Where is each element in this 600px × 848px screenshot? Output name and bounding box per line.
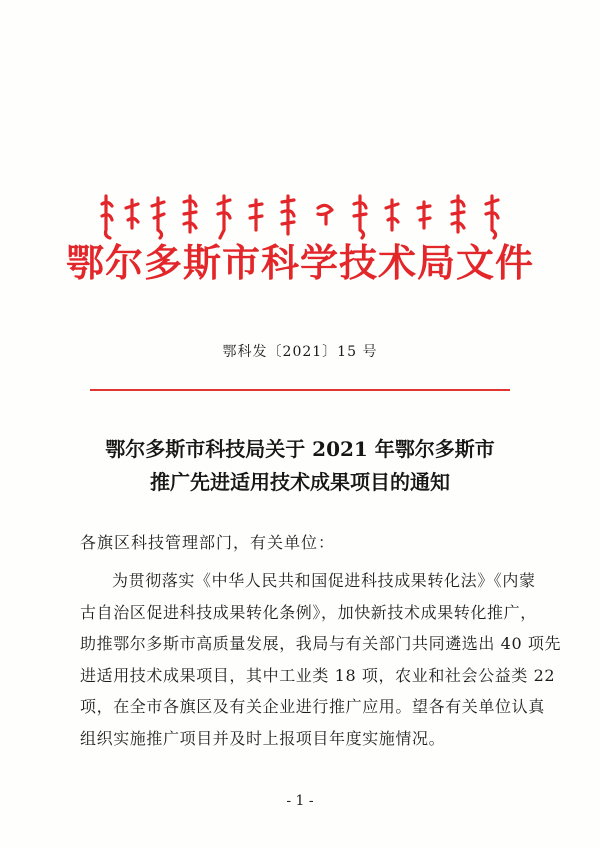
document-number: 鄂科发〔2021〕15 号 (222, 344, 378, 360)
notice-title-line-1: 鄂尔多斯市科技局关于 2021 年鄂尔多斯市 (105, 437, 495, 461)
notice-title-line-2: 推广先进适用技术成果项目的通知 (150, 470, 450, 494)
body-line: 组织实施推广项目并及时上报项目年度实施情况。 (80, 728, 446, 748)
body-line: 项，在全市各旗区及有关企业进行推广应用。望各有关单位认真 (80, 697, 545, 716)
red-separator-line (90, 389, 510, 391)
notice-title (0, 433, 600, 499)
issuing-organization-title: 鄂尔多斯市科学技术局文件 (65, 240, 534, 285)
salutation: 各旗区科技管理部门，有关单位： (80, 533, 336, 552)
body-paragraph (80, 565, 562, 754)
body-line: 进适用技术成果项目，其中工业类 18 项，农业和社会公益类 22 (80, 665, 556, 685)
body-line: 古自治区促进科技成果转化条例》，加快新技术成果转化推广， (80, 602, 537, 622)
body-line: 为贯彻落实《中华人民共和国促进科技成果转化法》《内蒙 (112, 571, 536, 590)
page-number: - 1 - (286, 793, 314, 809)
body-line: 助推鄂尔多斯市高质量发展，我局与有关部门共同遴选出 40 项先 (80, 634, 562, 653)
